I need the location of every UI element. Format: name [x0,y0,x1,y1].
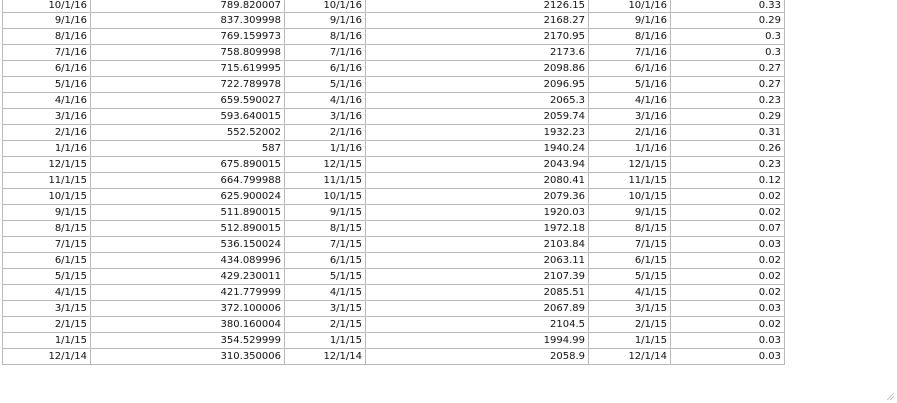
value-cell[interactable]: 2058.9 [366,349,589,365]
table-row [3,157,785,173]
value-cell[interactable]: 593.640015 [91,109,285,125]
table-row [3,269,785,285]
value-cell[interactable]: 0.03 [671,237,785,253]
value-cell[interactable]: 2173.6 [366,45,589,61]
date-cell[interactable]: 3/1/16 [589,109,671,125]
value-cell[interactable]: 0.3 [671,29,785,45]
date-cell[interactable]: 9/1/16 [589,13,671,29]
date-cell[interactable]: 7/1/16 [285,45,366,61]
table-row [3,77,785,93]
date-cell[interactable]: 5/1/15 [3,269,91,285]
date-cell[interactable]: 3/1/16 [285,109,366,125]
date-cell[interactable]: 12/1/14 [3,349,91,365]
date-cell[interactable]: 6/1/15 [285,253,366,269]
date-cell[interactable]: 10/1/15 [589,189,671,205]
value-cell[interactable]: 0.31 [671,125,785,141]
value-cell[interactable]: 354.529999 [91,333,285,349]
date-cell[interactable]: 1/1/15 [285,333,366,349]
value-cell[interactable]: 0.02 [671,189,785,205]
date-cell[interactable]: 4/1/15 [3,285,91,301]
value-cell[interactable]: 0.03 [671,349,785,365]
value-cell[interactable]: 2107.39 [366,269,589,285]
date-cell[interactable]: 2/1/16 [589,125,671,141]
date-cell[interactable]: 3/1/15 [3,301,91,317]
value-cell[interactable]: 837.309998 [91,13,285,29]
value-cell[interactable]: 0.3 [671,45,785,61]
value-cell[interactable]: 1932.23 [366,125,589,141]
value-cell[interactable]: 2063.11 [366,253,589,269]
value-cell[interactable]: 758.809998 [91,45,285,61]
date-cell[interactable]: 3/1/15 [285,301,366,317]
date-cell[interactable]: 6/1/15 [589,253,671,269]
resize-grip-icon[interactable] [885,391,895,401]
date-cell[interactable]: 6/1/16 [589,61,671,77]
value-cell[interactable]: 587 [91,141,285,157]
date-cell[interactable]: 11/1/15 [285,173,366,189]
value-cell[interactable]: 2085.51 [366,285,589,301]
value-cell[interactable]: 2059.74 [366,109,589,125]
table-row [3,205,785,221]
value-cell[interactable]: 0.23 [671,93,785,109]
date-cell[interactable]: 1/1/15 [3,333,91,349]
value-cell[interactable]: 2043.94 [366,157,589,173]
table-row [3,317,785,333]
date-cell[interactable]: 4/1/16 [589,93,671,109]
date-cell[interactable]: 4/1/16 [3,93,91,109]
table-row [3,189,785,205]
value-cell[interactable]: 2104.5 [366,317,589,333]
date-cell[interactable]: 12/1/15 [3,157,91,173]
date-cell[interactable]: 5/1/15 [589,269,671,285]
date-cell[interactable]: 7/1/16 [589,45,671,61]
date-cell[interactable]: 8/1/16 [589,29,671,45]
value-cell[interactable]: 0.02 [671,269,785,285]
value-cell[interactable]: 0.02 [671,253,785,269]
value-cell[interactable]: 0.03 [671,301,785,317]
table-row [3,221,785,237]
date-cell[interactable]: 8/1/15 [285,221,366,237]
date-cell[interactable]: 2/1/15 [3,317,91,333]
value-cell[interactable]: 2126.15 [366,0,589,13]
table-row [3,45,785,61]
table-row [3,93,785,109]
date-cell[interactable]: 6/1/16 [3,61,91,77]
table-row [3,237,785,253]
table-row [3,301,785,317]
date-cell[interactable]: 10/1/15 [285,189,366,205]
value-cell[interactable]: 511.890015 [91,205,285,221]
value-cell[interactable]: 512.890015 [91,221,285,237]
date-cell[interactable]: 12/1/14 [589,349,671,365]
value-cell[interactable]: 0.02 [671,285,785,301]
table-row [3,29,785,45]
table-row [3,141,785,157]
date-cell[interactable]: 11/1/15 [3,173,91,189]
date-cell[interactable]: 4/1/16 [285,93,366,109]
table-row [3,61,785,77]
value-cell[interactable]: 0.03 [671,333,785,349]
date-cell[interactable]: 4/1/15 [285,285,366,301]
value-cell[interactable]: 625.900024 [91,189,285,205]
value-cell[interactable]: 1972.18 [366,221,589,237]
date-cell[interactable]: 7/1/15 [589,237,671,253]
date-cell[interactable]: 7/1/16 [3,45,91,61]
value-cell[interactable]: 1994.99 [366,333,589,349]
date-cell[interactable]: 5/1/15 [285,269,366,285]
value-cell[interactable]: 310.350006 [91,349,285,365]
value-cell[interactable]: 2103.84 [366,237,589,253]
value-cell[interactable]: 789.820007 [91,0,285,13]
value-cell[interactable]: 1920.03 [366,205,589,221]
date-cell[interactable]: 1/1/16 [285,141,366,157]
value-cell[interactable]: 2170.95 [366,29,589,45]
value-cell[interactable]: 421.779999 [91,285,285,301]
value-cell[interactable]: 2098.86 [366,61,589,77]
value-cell[interactable]: 2079.36 [366,189,589,205]
value-cell[interactable]: 434.089996 [91,253,285,269]
table-row [3,0,785,13]
date-cell[interactable]: 2/1/15 [589,317,671,333]
value-cell[interactable]: 536.150024 [91,237,285,253]
date-cell[interactable]: 1/1/16 [589,141,671,157]
date-cell[interactable]: 3/1/15 [589,301,671,317]
date-cell[interactable]: 2/1/16 [3,125,91,141]
date-cell[interactable]: 12/1/14 [285,349,366,365]
table-row [3,285,785,301]
value-cell[interactable]: 722.789978 [91,77,285,93]
table-row [3,333,785,349]
spreadsheet-body [3,0,785,365]
table-row [3,13,785,29]
date-cell[interactable]: 11/1/15 [589,173,671,189]
value-cell[interactable]: 664.799988 [91,173,285,189]
value-cell[interactable]: 2080.41 [366,173,589,189]
date-cell[interactable]: 12/1/15 [285,157,366,173]
value-cell[interactable]: 0.02 [671,317,785,333]
table-row [3,349,785,365]
value-cell[interactable]: 715.619995 [91,61,285,77]
date-cell[interactable]: 7/1/15 [3,237,91,253]
value-cell[interactable]: 0.27 [671,61,785,77]
date-cell[interactable]: 8/1/16 [3,29,91,45]
value-cell[interactable]: 2096.95 [366,77,589,93]
value-cell[interactable]: 2067.89 [366,301,589,317]
value-cell[interactable]: 0.26 [671,141,785,157]
date-cell[interactable]: 9/1/15 [3,205,91,221]
date-cell[interactable]: 12/1/15 [589,157,671,173]
value-cell[interactable]: 0.33 [671,0,785,13]
date-cell[interactable]: 9/1/16 [285,13,366,29]
date-cell[interactable]: 6/1/15 [3,253,91,269]
value-cell[interactable]: 675.890015 [91,157,285,173]
value-cell[interactable]: 552.52002 [91,125,285,141]
value-cell[interactable]: 0.12 [671,173,785,189]
date-cell[interactable]: 1/1/16 [3,141,91,157]
date-cell[interactable]: 9/1/16 [3,13,91,29]
value-cell[interactable]: 372.100006 [91,301,285,317]
value-cell[interactable]: 2065.3 [366,93,589,109]
table-row [3,253,785,269]
value-cell[interactable]: 0.02 [671,205,785,221]
date-cell[interactable]: 4/1/15 [589,285,671,301]
date-cell[interactable]: 10/1/16 [3,0,91,13]
value-cell[interactable]: 2168.27 [366,13,589,29]
date-cell[interactable]: 3/1/16 [3,109,91,125]
table-row [3,125,785,141]
date-cell[interactable]: 5/1/16 [3,77,91,93]
date-cell[interactable]: 5/1/16 [285,77,366,93]
date-cell[interactable]: 10/1/16 [285,0,366,13]
spreadsheet-grid [2,0,785,365]
value-cell[interactable]: 0.29 [671,13,785,29]
value-cell[interactable]: 1940.24 [366,141,589,157]
date-cell[interactable]: 2/1/16 [285,125,366,141]
date-cell[interactable]: 9/1/15 [285,205,366,221]
value-cell[interactable]: 0.23 [671,157,785,173]
date-cell[interactable]: 5/1/16 [589,77,671,93]
date-cell[interactable]: 7/1/15 [285,237,366,253]
value-cell[interactable]: 380.160004 [91,317,285,333]
value-cell[interactable]: 769.159973 [91,29,285,45]
date-cell[interactable]: 9/1/15 [589,205,671,221]
table-row [3,173,785,189]
date-cell[interactable]: 8/1/15 [589,221,671,237]
value-cell[interactable]: 0.29 [671,109,785,125]
date-cell[interactable]: 6/1/16 [285,61,366,77]
date-cell[interactable]: 8/1/16 [285,29,366,45]
date-cell[interactable]: 10/1/16 [589,0,671,13]
value-cell[interactable]: 429.230011 [91,269,285,285]
date-cell[interactable]: 2/1/15 [285,317,366,333]
table-row [3,109,785,125]
date-cell[interactable]: 10/1/15 [3,189,91,205]
value-cell[interactable]: 659.590027 [91,93,285,109]
date-cell[interactable]: 8/1/15 [3,221,91,237]
date-cell[interactable]: 1/1/15 [589,333,671,349]
value-cell[interactable]: 0.07 [671,221,785,237]
value-cell[interactable]: 0.27 [671,77,785,93]
